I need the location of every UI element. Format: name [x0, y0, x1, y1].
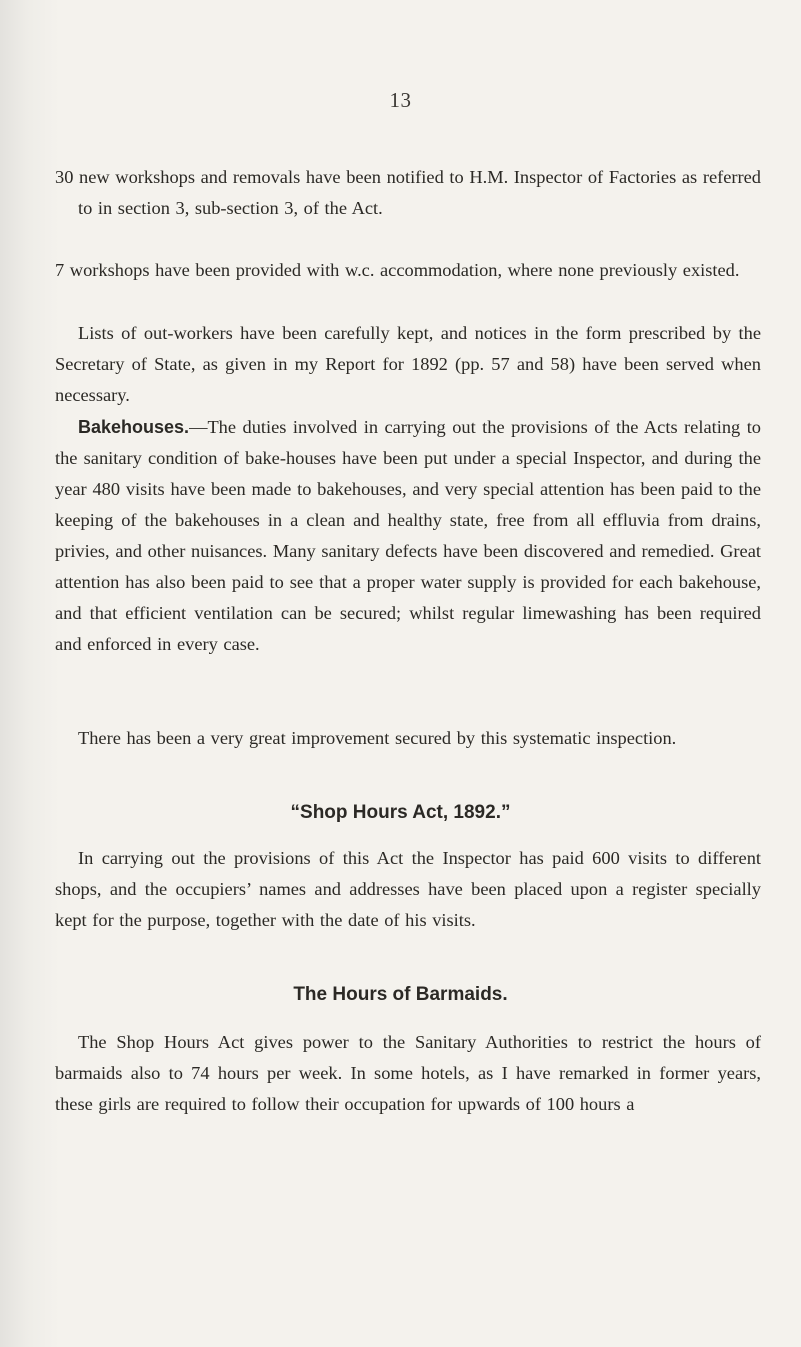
paragraph-barmaids: The Shop Hours Act gives power to the Sanitary Authorities to restrict the hours of barmaids also to 74 hours per week. In some hotels, as I have remarked in former years, these girls are required to follow their occupation for upwards of 100 hours a [55, 1032, 761, 1114]
page-number: 13 [389, 88, 412, 112]
text-block-3 [55, 318, 761, 411]
paragraph-shop-hours: In carrying out the provisions of this Act the Inspector has paid 600 visits to different shops, and the occupiers’ names and addresses have been placed upon a register specially kept for the purpose, together with the date of his visits. [55, 848, 761, 930]
paragraph-improvement: There has been a very great improvement secured by this systematic inspection. [78, 728, 677, 748]
text-block-7 [55, 1027, 761, 1120]
bakehouses-heading: Bakehouses. [78, 417, 190, 437]
paragraph-out-workers: Lists of out-workers have been carefully kept, and notices in the form prescribed by the Secretary of State, as given in my Report for 1892 (pp. 57 and 58) have been served when necessary. [55, 323, 761, 405]
paragraph-bakehouses [55, 412, 761, 660]
text-block-5 [55, 723, 761, 754]
barmaids-heading: The Hours of Barmaids. [293, 984, 508, 1005]
bakehouses-body: —The duties involved in carrying out the provisions of the Acts relating to the sanitary condition of bake-houses have been put under a special Inspector, and during the year 480 visits have been made to bakehouses, and very special attention has been paid to the keeping of the bakehouses in a clean and healthy state, free from all effluvia from drains, privies, and other nuisances. Many sanitary defects have been discovered and remedied. Great attention has also been paid to see that a proper water supply is provided for each bakehouse, and that efficient ventilation can be secured; whilst regular limewashing has been required and enforced in every case. [55, 417, 761, 654]
paragraph-workshops-notified: 30 new workshops and removals have been notified to H.M. Inspector of Factories as referred to in section 3, sub-section 3, of the Act. [55, 167, 761, 218]
text-block-4 [55, 412, 761, 660]
paragraph-wc-accommodation: 7 workshops have been provided with w.c. accommodation, where none previously existed. [55, 260, 740, 280]
text-block-2 [55, 255, 761, 286]
shop-hours-heading: “Shop Hours Act, 1892.” [290, 802, 511, 823]
text-block-1 [55, 162, 761, 224]
text-block-6 [55, 843, 761, 936]
